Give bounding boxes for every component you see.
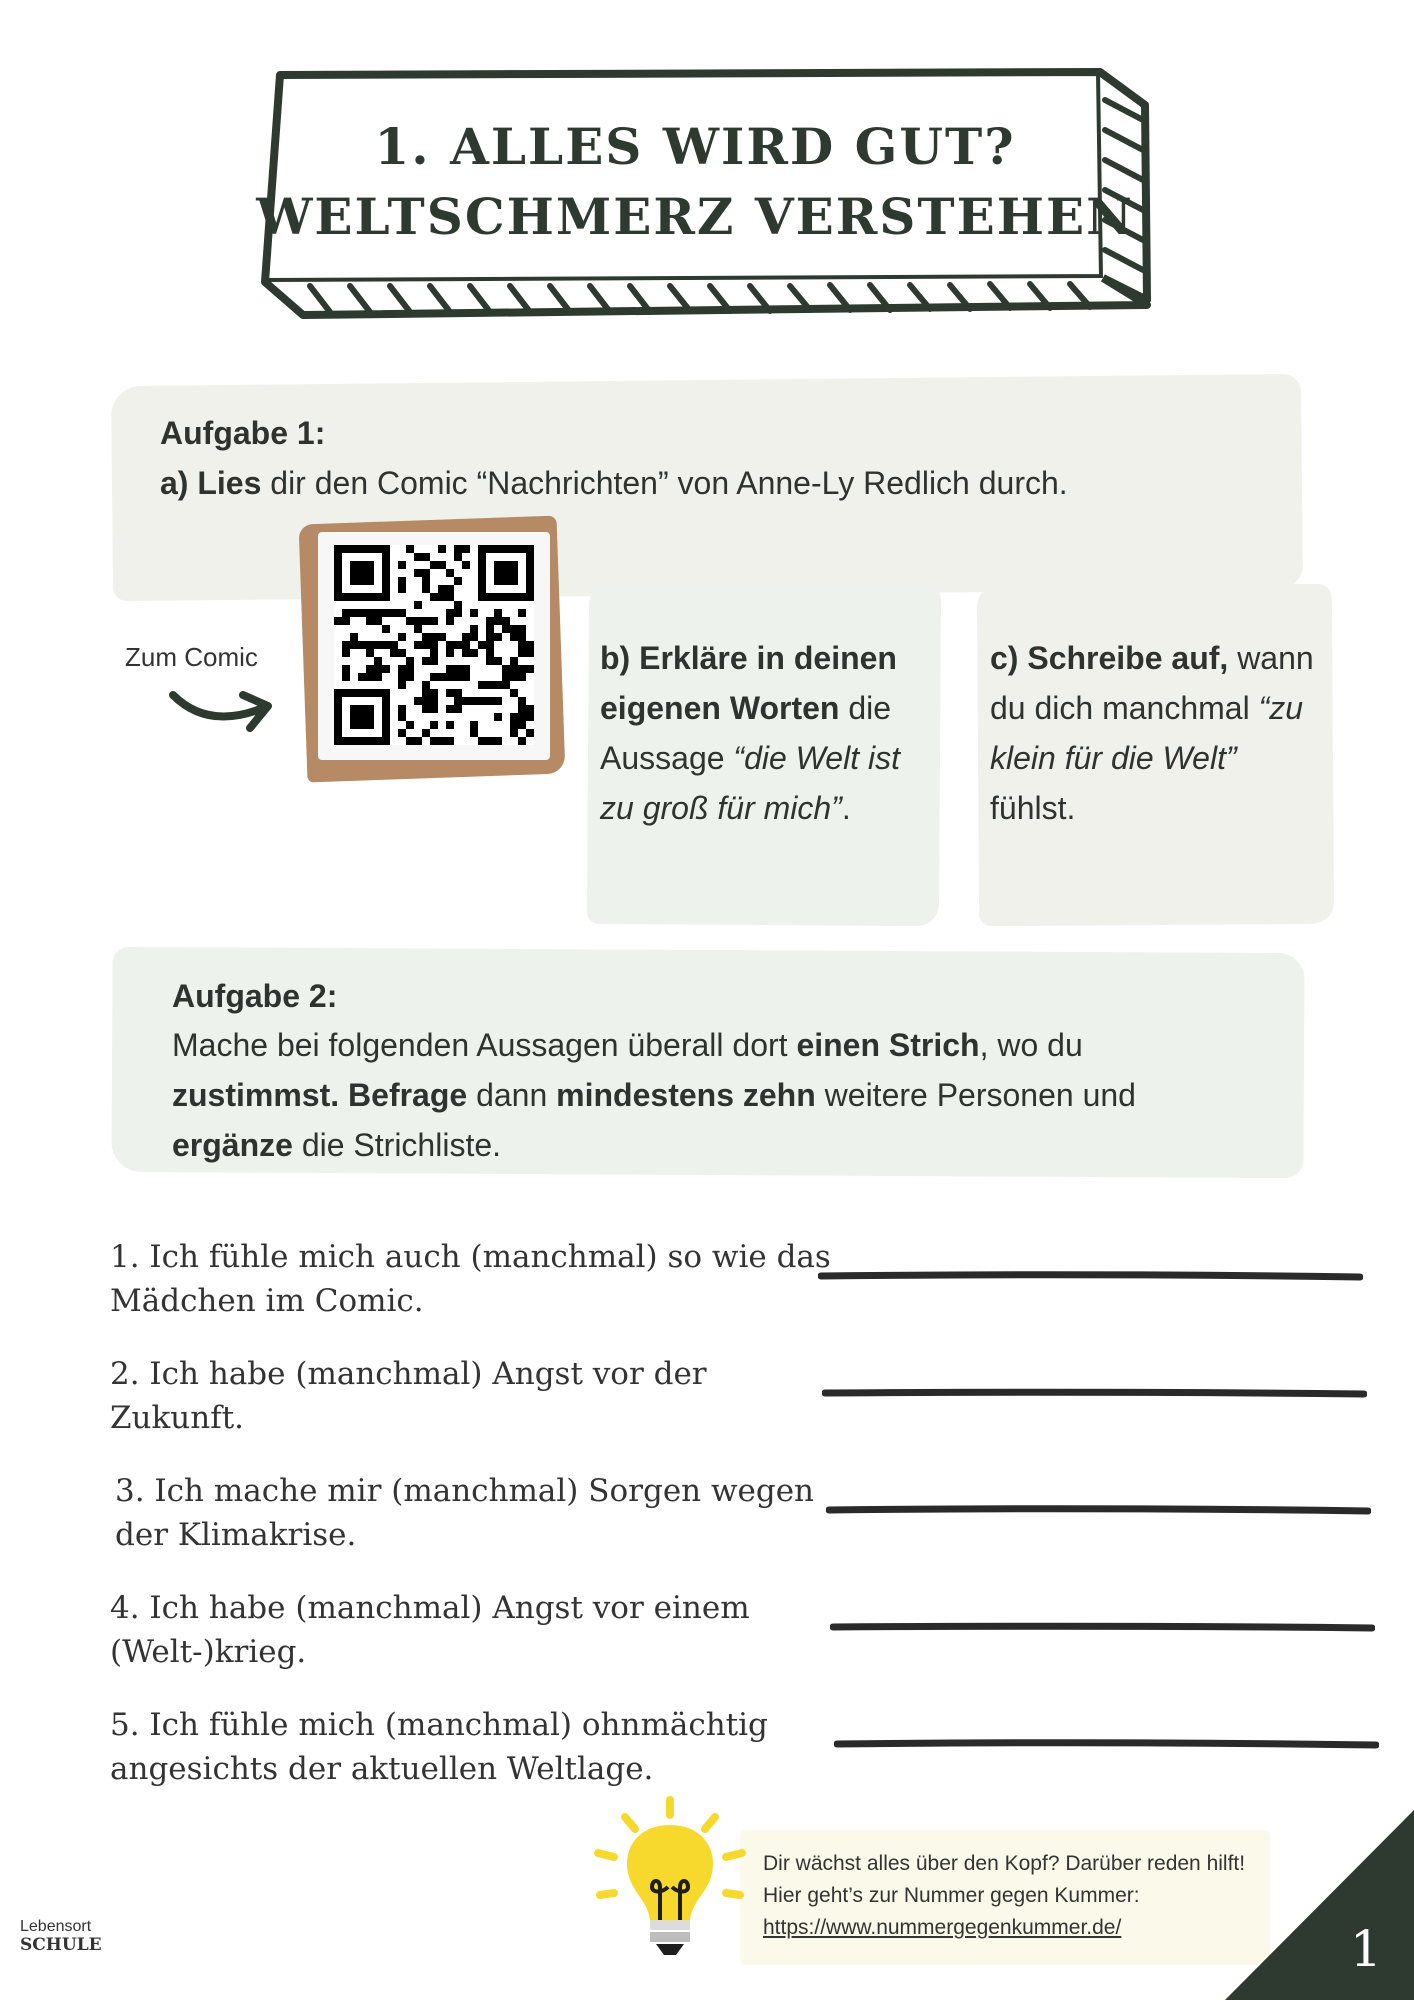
task1-a-bold: a) Lies	[160, 465, 262, 501]
page-title-line-1: 1. ALLES WIRD GUT?	[374, 117, 1016, 176]
statement-1-line-2: Mädchen im Comic.	[110, 1283, 424, 1319]
statement-3-line-2: der Klimakrise.	[115, 1517, 357, 1553]
task1-a-text: dir den Comic “Nachrichten” von Anne-Ly Redlich durch.	[261, 465, 1068, 501]
statement-1	[110, 1235, 831, 1323]
task2-text-4: weitere Personen und	[815, 1077, 1136, 1113]
curved-arrow-icon	[168, 680, 278, 740]
logo	[20, 1918, 102, 1954]
tally-line-1[interactable]	[818, 1268, 1363, 1284]
hint-message: Dir wächst alles über den Kopf? Darüber reden hilft! Hier geht’s zur Nummer gegen Kummer:	[763, 1852, 1246, 1907]
hint-text	[763, 1848, 1263, 1944]
logo-line-2: SCHULE	[20, 1935, 102, 1955]
lightbulb-icon	[590, 1795, 750, 1975]
task-c-text-2: fühlst.	[990, 790, 1076, 826]
tally-line-3[interactable]	[826, 1502, 1371, 1518]
task-c-text-1: wann du dich manchmal	[990, 640, 1314, 726]
statement-2	[110, 1352, 707, 1440]
statement-4	[110, 1586, 750, 1674]
tally-line-5[interactable]	[834, 1736, 1379, 1752]
task-b-quote: “die Welt ist zu groß für mich”	[600, 740, 900, 826]
task-c-text	[990, 633, 1320, 833]
task2-text-5: die Strichliste.	[292, 1127, 502, 1163]
hint-link[interactable]: https://www.nummergegenkummer.de/	[763, 1916, 1122, 1939]
statement-3-line-1: 3. Ich mache mir (manchmal) Sorgen wegen	[115, 1473, 815, 1509]
task2-text-3: dann	[467, 1077, 557, 1113]
page-corner-graphic	[1225, 1810, 1414, 2000]
task2-text-2: , wo du	[979, 1027, 1083, 1063]
statement-2-line-2: Zukunft.	[110, 1400, 245, 1436]
task-c-bold: c) Schreibe auf,	[990, 640, 1229, 676]
tally-line-2[interactable]	[822, 1385, 1367, 1401]
statement-4-line-2: (Welt-)krieg.	[110, 1634, 307, 1670]
task2-bold-2: zustimmst. Befrage	[172, 1077, 468, 1113]
statement-5-line-1: 5. Ich fühle mich (manchmal) ohnmächtig	[110, 1707, 768, 1743]
task-b-text	[600, 633, 930, 833]
statement-3	[115, 1469, 814, 1557]
task2-bold-1: einen Strich	[796, 1027, 980, 1063]
task-b-text-1: die Aussage	[600, 690, 892, 776]
task2-bold-4: ergänze	[172, 1127, 293, 1163]
statement-5	[110, 1703, 768, 1791]
task-c-quote: “zu klein für die Welt”	[990, 690, 1304, 776]
statement-4-line-1: 4. Ich habe (manchmal) Angst vor einem	[110, 1590, 750, 1626]
task2-heading: Aufgabe 2:	[172, 978, 338, 1014]
task-b-text-2: .	[841, 790, 851, 826]
task1-heading: Aufgabe 1:	[160, 415, 326, 451]
statement-5-line-2: angesichts der aktuellen Weltlage.	[110, 1751, 654, 1787]
logo-line-1: Lebensort	[20, 1918, 92, 1935]
statement-2-line-1: 2. Ich habe (manchmal) Angst vor der	[110, 1356, 707, 1392]
qr-code[interactable]	[334, 545, 534, 745]
task1-instruction-a	[160, 465, 1068, 502]
page-title-line-2: WELTSCHMERZ VERSTEHEN	[256, 187, 1134, 246]
statement-1-line-1: 1. Ich fühle mich auch (manchmal) so wie das	[110, 1239, 831, 1275]
tally-line-4[interactable]	[830, 1619, 1375, 1635]
title-banner	[255, 60, 1155, 330]
task2-text-1: Mache bei folgenden Aussagen überall dort	[172, 1027, 797, 1063]
task2-instruction	[172, 1020, 1232, 1170]
task-b-bold: b) Erkläre in deinen eigenen Worten	[600, 640, 897, 726]
task2-bold-3: mindestens zehn	[556, 1077, 816, 1113]
page-number: 1	[1350, 1920, 1382, 1978]
qr-label: Zum Comic	[125, 642, 258, 672]
